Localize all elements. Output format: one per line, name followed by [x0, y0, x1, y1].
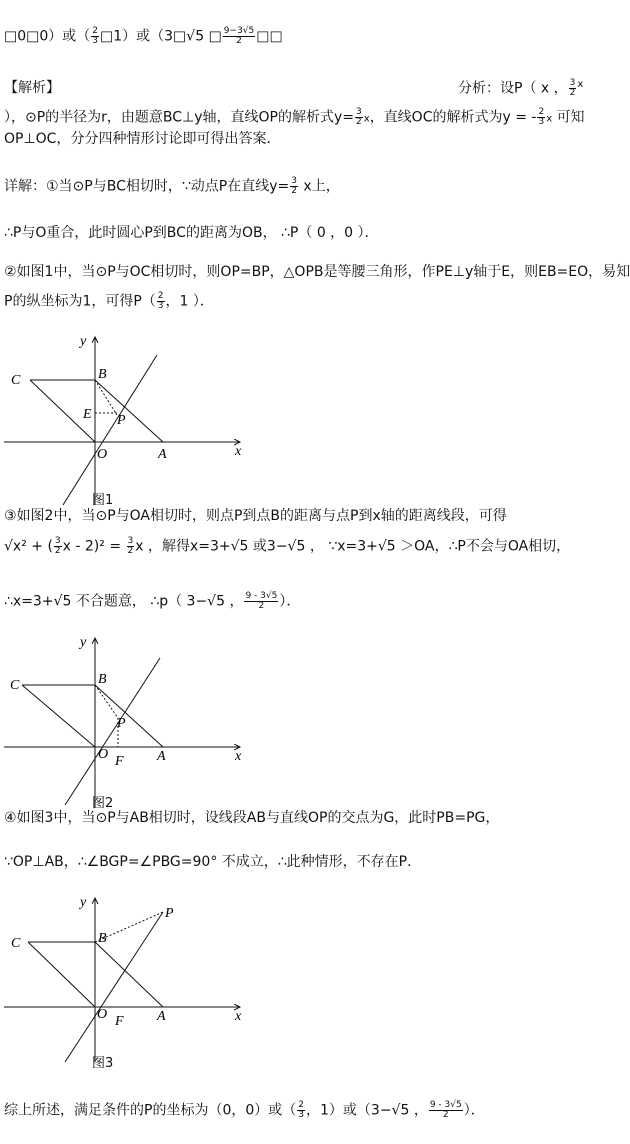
- fig2-caption: 图2: [92, 796, 114, 811]
- detail-conclusion: 综上所述，满足条件的P的坐标为（0，0）或（ $\frac{2}{3}$ ，1）或（3−√5 ， $\frac{9 - 3√5}{2}$ ）．: [4, 1100, 485, 1120]
- fig2-B-label: B: [98, 672, 107, 687]
- answer-suffix: □□: [256, 28, 283, 45]
- fig2-x-label: x: [235, 749, 242, 764]
- answer-prefix: □0□0）或（: [4, 28, 91, 45]
- detail-line-3: ②如图1中，当⊙P与OC相切时，则OP=BP，△OPB是等腰三角形，作PE⊥y轴于E，则EB=EO，易知: [4, 264, 630, 280]
- fig2-F-label: F: [115, 754, 124, 769]
- fig1-O-label: O: [97, 447, 108, 462]
- fig1-x-label: x: [235, 444, 242, 459]
- fig2-P-label: P: [117, 716, 126, 731]
- detail-line-8: ④如图3中，当⊙P与AB相切时，设线段AB与直线OP的交点为G，此时PB=PG，: [4, 810, 500, 826]
- answer-mid: □1）或（3□√5 □: [100, 28, 222, 45]
- analysis-label: 【解析】: [4, 80, 60, 96]
- fig3-caption: 图3: [92, 1056, 114, 1071]
- detail-line-9: ∵OP⊥AB，∴∠BGP=∠PBG=90° 不成立，∴此种情形，不存在P．: [4, 854, 422, 870]
- fig1-C-label: C: [11, 373, 21, 388]
- answer-fraction-2: $\frac{9-3√5}{2}$: [223, 26, 255, 46]
- fig2-y-label: y: [80, 635, 87, 650]
- fig1-E-label: E: [83, 407, 92, 422]
- fig3-C-label: C: [11, 936, 21, 951]
- fig1-y-label: y: [80, 334, 87, 349]
- fig3-y-label: y: [80, 895, 87, 910]
- detail-line-7: ∴x=3+√5 不合题意， ∴p（ 3−√5 ， $\frac{9 - 3√5}{2}$ ）．: [4, 591, 301, 611]
- fig2-C-label: C: [10, 678, 20, 693]
- analysis-line-2: ），⊙P的半径为r，由题意BC⊥y轴，直线OP的解析式y= $\frac{3}{2}$ x，直线OC的解析式为y = - $\frac{2}{3}$ x 可知: [4, 107, 585, 127]
- fig1-A-label: A: [158, 447, 167, 462]
- fig3-O-label: O: [97, 1007, 108, 1022]
- fig1-caption: 图1: [92, 493, 114, 508]
- analysis-right-text: 分析：设P（ x ， $\frac{3}{2}$ $^x$: [458, 78, 584, 99]
- answer-fraction-1: $\frac{2}{3}$: [92, 26, 99, 46]
- fig3-B-label: B: [98, 931, 107, 946]
- detail-line-6: √x² + ( $\frac{3}{2}$ x - 2)² = $\frac{3}{2}$ x ，解得x=3+√5 或3−√5 ， ∵x=3+√5 ＞OA，∴P不会与OA相切，: [4, 536, 571, 556]
- fig3-A-label: A: [157, 1009, 166, 1024]
- detail-line-4: P的纵坐标为1，可得P（ $\frac{2}{3}$ ，1 ）．: [4, 291, 214, 311]
- analysis-line-3: OP⊥OC，分分四种情形讨论即可得出答案．: [4, 131, 281, 147]
- fig3-x-label: x: [235, 1009, 242, 1024]
- fig3-F-label: F: [115, 1014, 124, 1029]
- fig2-A-label: A: [157, 749, 166, 764]
- fig2-O-label: O: [98, 747, 109, 762]
- figure-1: [0, 325, 260, 515]
- detail-line-2: ∴P与O重合，此时圆心P到BC的距离为OB， ∴P（ 0 ，0 ）．: [4, 225, 379, 241]
- answer-line: [4, 27, 283, 46]
- analysis-fraction: $\frac{3}{2}$: [569, 78, 576, 99]
- figure-3: [0, 890, 260, 1070]
- detail-line-1: 详解：①当⊙P与BC相切时，∵动点P在直线y= $\frac{3}{2}$ x上，: [4, 176, 340, 196]
- fig1-P-label: P: [117, 413, 126, 428]
- figure-2: [0, 630, 260, 815]
- detail-line-5: ③如图2中，当⊙P与OA相切时，则点P到点B的距离与点P到x轴的距离线段，可得: [4, 508, 507, 524]
- fig1-B-label: B: [98, 367, 107, 382]
- fig3-P-label: P: [165, 906, 174, 921]
